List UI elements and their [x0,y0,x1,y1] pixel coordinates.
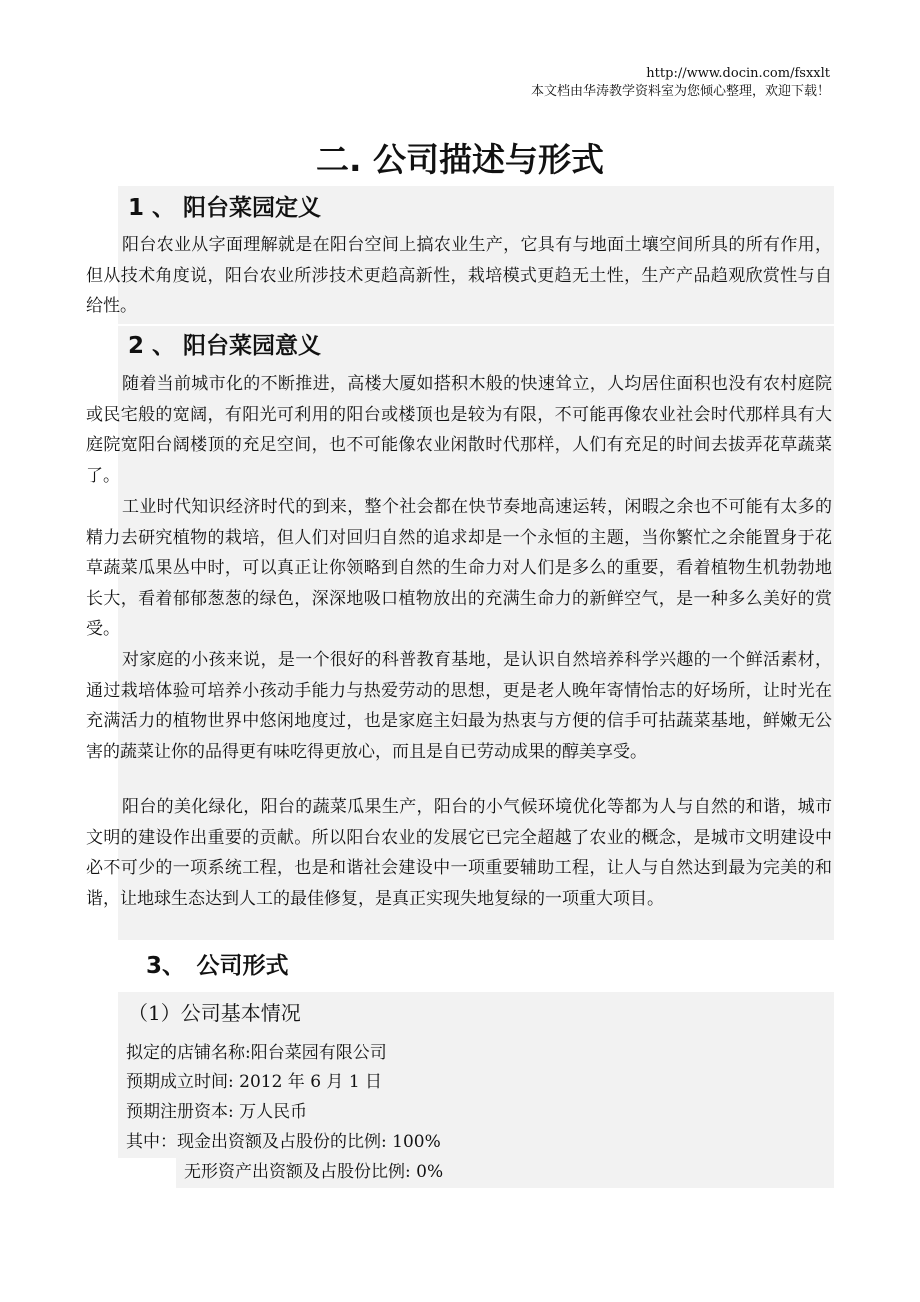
section-heading-3: 3、 公司形式 [146,953,289,979]
page-title: 二. 公司描述与形式 [315,140,605,179]
info-line-registered-capital: 预期注册资本: 万人民币 [126,1102,308,1122]
info-line-founding-date: 预期成立时间: 2012 年 6 月 1 日 [126,1072,383,1092]
header-note: 本文档由华涛教学资料室为您倾心整理，欢迎下载！ [530,84,830,99]
subsection-heading: （1）公司基本情况 [128,1001,301,1025]
info-line-intangible-share: 无形资产出资额及占股份比例: 0% [184,1162,444,1182]
paragraph: 阳台的美化绿化，阳台的蔬菜瓜果生产，阳台的小气候环境优化等都为人与自然的和谐，城市文明的建设作出重要的贡献。所以阳台农业的发展它已完全超越了农业的概念，是城市文明建设中必不可少的一项系统工程，也是和谐社会建设中一项重要辅助工程，让人与自然达到最为完美的和谐，让地球生态达到人工的最佳修复，是真正实现失地复绿的一项重大项目。 [86,797,832,909]
header-url: http://www.docin.com/fsxxlt [646,66,830,81]
paragraph: 阳台农业从字面理解就是在阳台空间上搞农业生产，它具有与地面土壤空间所具的所有作用，但从技术角度说，阳台农业所涉技术更趋高新性，栽培模式更趋无土性，生产产品趋观欣赏性与自给性。 [86,235,832,317]
section-heading-2: 2 、 阳台菜园意义 [128,333,322,359]
info-line-store-name: 拟定的店铺名称:阳台菜园有限公司 [126,1043,387,1063]
section-heading-1: 1 、 阳台菜园定义 [128,195,322,221]
paragraph: 随着当前城市化的不断推进，高楼大厦如搭积木般的快速耸立，人均居住面积也没有农村庭院或民宅般的宽阔，有阳光可利用的阳台或楼顶也是较为有限，不可能再像农业社会时代那样具有大庭院宽阳台阔楼顶的充足空间，也不可能像农业闲散时代那样，人们有充足的时间去拔弄花草蔬菜了。 [86,374,832,486]
paragraph: 对家庭的小孩来说，是一个很好的科普教育基地，是认识自然培养科学兴趣的一个鲜活素材，通过栽培体验可培养小孩动手能力与热爱劳动的思想，更是老人晚年寄情怡志的好场所，让时光在充满活力的植物世界中悠闲地度过，也是家庭主妇最为热衷与方便的信手可拈蔬菜基地，鲜嫩无公害的蔬菜让你的品得更有味吃得更放心，而且是自已劳动成果的醇美享受。 [86,650,832,762]
info-line-cash-share: 其中：现金出资额及占股份的比例: 100% [126,1132,441,1152]
paragraph: 工业时代知识经济时代的到来，整个社会都在快节奏地高速运转，闲暇之余也不可能有太多的精力去研究植物的栽培，但人们对回归自然的追求却是一个永恒的主题，当你繁忙之余能置身于花草蔬菜瓜果丛中时，可以真正让你领略到自然的生命力对人们是多么的重要，看着植物生机勃勃地长大，看着郁郁葱葱的绿色，深深地吸口植物放出的充满生命力的新鲜空气，是一种多么美好的赏受。 [86,497,832,640]
